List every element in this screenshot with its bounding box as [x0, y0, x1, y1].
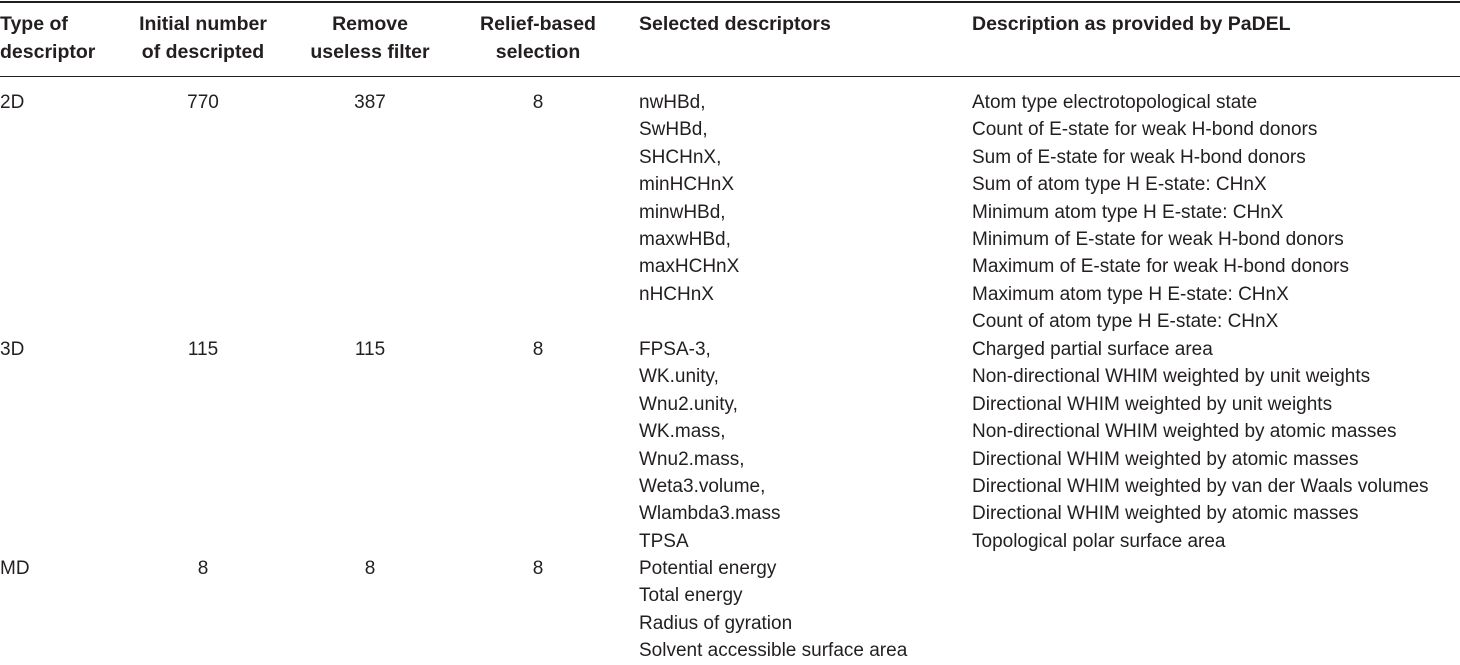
row-3d-remove: 115: [354, 339, 386, 360]
list-item: Wnu2.unity,: [639, 393, 738, 415]
list-item: Atom type electrotopological state: [972, 92, 1258, 113]
list-item: Total energy: [639, 585, 743, 607]
list-item: Non-directional WHIM weighted by atomic masses: [972, 421, 1397, 443]
row-md-selected-list: [639, 555, 959, 665]
table-top-rule: [0, 1, 1460, 3]
list-item: Directional WHIM weighted by atomic masses: [972, 448, 1359, 470]
list-item: Sum of atom type H E-state: CHnX: [972, 174, 1267, 196]
header-description: Description as provided by PaDEL: [972, 13, 1291, 35]
list-item: TPSA: [639, 530, 689, 552]
header-type-of-descriptor: Type of descriptor: [0, 13, 96, 63]
list-item: Wnu2.mass,: [639, 448, 745, 470]
row-2d-type: 2D: [0, 92, 25, 113]
list-item: nHCHnX: [639, 283, 714, 305]
list-item: Topological polar surface area: [972, 530, 1226, 552]
list-item: Wlambda3.mass: [639, 503, 781, 525]
list-item: Directional WHIM weighted by van der Waals volumes: [972, 476, 1429, 498]
row-2d-remove: 387: [354, 92, 386, 113]
list-item: WK.mass,: [639, 421, 726, 443]
row-md-remove: 8: [364, 558, 376, 579]
header-relief-based-selection: Relief-based selection: [480, 13, 596, 63]
list-item: Count of E-state for weak H-bond donors: [972, 119, 1318, 141]
list-item: Minimum of E-state for weak H-bond donors: [972, 229, 1344, 251]
row-md-type: MD: [0, 558, 30, 579]
row-3d-relief: 8: [532, 339, 544, 360]
header-initial-number: Initial number of descripted: [139, 13, 267, 63]
header-remove-useless-filter: Remove useless filter: [310, 13, 430, 63]
list-item: maxwHBd,: [639, 229, 731, 251]
list-item: Count of atom type H E-state: CHnX: [972, 311, 1279, 333]
row-3d-description-list: [972, 336, 1458, 555]
list-item: Non-directional WHIM weighted by unit weights: [972, 366, 1371, 388]
row-md-relief: 8: [532, 558, 544, 579]
list-item: SHCHnX,: [639, 146, 722, 168]
list-item: Potential energy: [639, 558, 777, 579]
list-item: Maximum atom type H E-state: CHnX: [972, 283, 1289, 305]
list-item: WK.unity,: [639, 366, 719, 388]
header-rule: [0, 76, 1460, 77]
list-item: maxHCHnX: [639, 256, 740, 278]
list-item: Directional WHIM weighted by atomic masses: [972, 503, 1359, 525]
list-item: Sum of E-state for weak H-bond donors: [972, 146, 1306, 168]
row-3d-selected-list: [639, 336, 959, 555]
row-3d-type: 3D: [0, 339, 25, 360]
list-item: Minimum atom type H E-state: CHnX: [972, 201, 1284, 223]
list-item: minwHBd,: [639, 201, 726, 223]
list-item: Charged partial surface area: [972, 339, 1213, 360]
row-2d-selected-list: [639, 89, 959, 308]
header-selected-descriptors: Selected descriptors: [639, 13, 831, 35]
list-item: Directional WHIM weighted by unit weights: [972, 393, 1333, 415]
list-item: FPSA-3,: [639, 339, 711, 360]
list-item: minHCHnX: [639, 174, 735, 196]
list-item: Maximum of E-state for weak H-bond donors: [972, 256, 1349, 278]
list-item: Solvent accessible surface area: [639, 640, 908, 662]
list-item: nwHBd,: [639, 92, 706, 113]
list-item: Weta3.volume,: [639, 476, 766, 498]
row-2d-relief: 8: [532, 92, 544, 113]
row-md-initial: 8: [197, 558, 209, 579]
row-2d-initial: 770: [187, 92, 219, 113]
row-2d-description-list: [972, 89, 1458, 336]
list-item: SwHBd,: [639, 119, 708, 141]
list-item: Radius of gyration: [639, 612, 793, 634]
row-3d-initial: 115: [187, 339, 219, 360]
